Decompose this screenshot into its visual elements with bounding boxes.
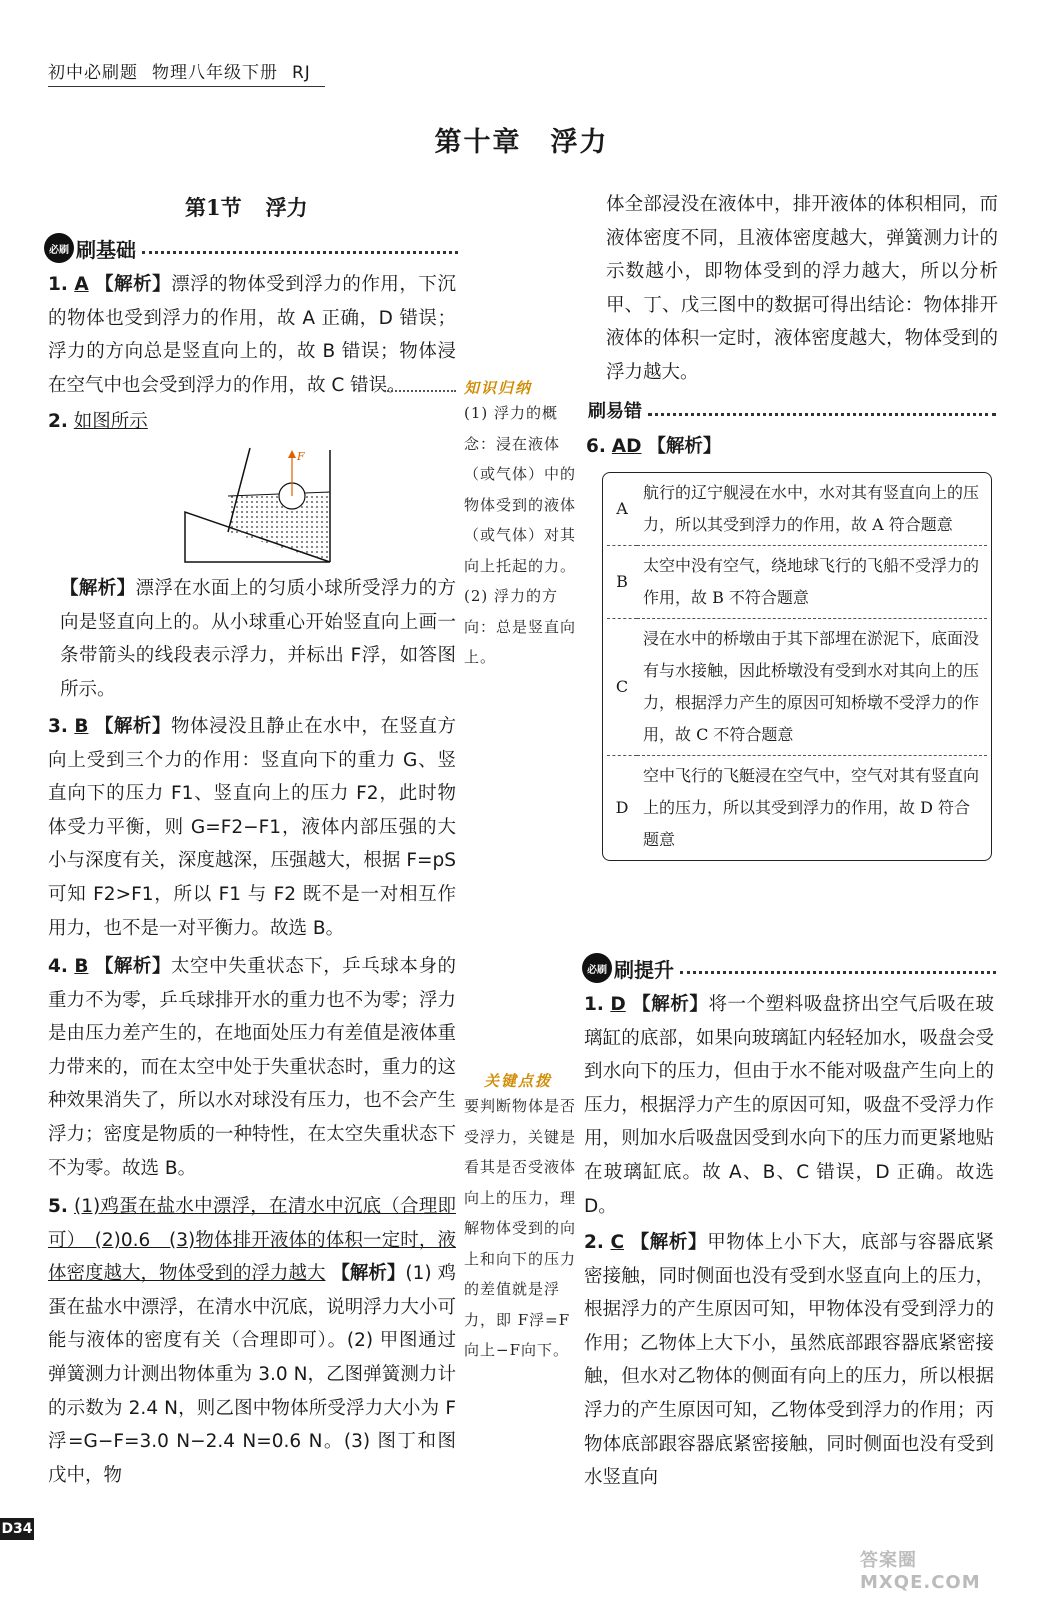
q5-number: 5.	[48, 1196, 68, 1217]
note-key-text: 要判断物体是否受浮力，关键是看其是否受液体向上的压力，理解物体受到的向上和向下的压力的差值就是浮力，即 F浮=F向上−F向下。	[464, 1097, 577, 1359]
option-row	[607, 756, 987, 861]
tag-error-label: 刷易错	[588, 401, 642, 422]
option-text: 浸在水中的桥墩由于其下部埋在淤泥下，底面没有与水接触，因此桥墩没有受到水对其向上的压力，根据浮力产生的原因可知桥墩不受浮力的作用，故 C 不符合题意	[637, 619, 987, 756]
option-row	[607, 619, 987, 756]
q3-answer: B	[74, 716, 89, 737]
q4	[48, 950, 456, 1185]
option-key: C	[607, 619, 637, 756]
p1	[584, 988, 994, 1223]
note-knowledge-text: (1) 浮力的概念：浸在液体（或气体）中的物体受到的液体（或气体）对其向上托起的力。(2) 浮力的方向：总是竖直向上。	[464, 404, 577, 666]
p1-number: 1.	[584, 994, 604, 1015]
q2-number: 2.	[48, 411, 68, 432]
section-number: 第1节	[185, 195, 242, 220]
note-key	[464, 1070, 580, 1366]
q5-answer: (1)鸡蛋在盐水中漂浮，在清水中沉底（合理即可） (2)0.6 (3)物体排开液体的体积一定时，液体密度越大，物体受到的浮力越大	[48, 1196, 456, 1285]
watermark: 答案圈 MXQE.COM	[860, 1550, 981, 1593]
badge-icon: 必刷	[44, 233, 74, 263]
q2-head	[48, 405, 248, 439]
option-key: D	[607, 756, 637, 861]
q4-number: 4.	[48, 956, 68, 977]
q6-number: 6.	[586, 436, 606, 457]
p2-answer: C	[610, 1232, 625, 1253]
badge-icon: 必刷	[582, 953, 612, 983]
dotted-divider	[142, 251, 458, 254]
q4-answer: B	[74, 956, 89, 977]
subject-name: 物理八年级下册	[152, 63, 278, 83]
option-row	[607, 473, 987, 546]
q3-label: 【解析】	[94, 716, 171, 737]
dotted-divider	[680, 971, 996, 974]
page-number: D34	[0, 1518, 34, 1540]
p2-text: 甲物体上小下大，底部与容器底紧密接触，同时侧面也没有受到水竖直向上的压力，根据浮力的产生原因可知，甲物体没有受到浮力的作用；乙物体上大下小，虽然底部跟容器底紧密接触，但水对乙物体的侧面有向上的压力，所以根据浮力的产生原因可知，乙物体受到浮力的作用；丙物体底部跟容器底紧密接触，同时侧面也没有受到水竖直向	[584, 1232, 994, 1489]
q1-answer: A	[74, 274, 89, 295]
tag-basic-label: 刷基础	[76, 237, 136, 262]
note-key-title: 关键点拨	[484, 1072, 553, 1090]
q2-label: 【解析】	[60, 578, 136, 599]
p1-text: 将一个塑料吸盘挤出空气后吸在玻璃缸的底部，如果向玻璃缸内轻轻加水，吸盘会受到水向下的压力，但由于水不能对吸盘产生向上的压力，根据浮力产生的原因可知，吸盘不受浮力作用，则加水后吸盘因受到水向下的压力而更紧地贴在玻璃缸底。故 A、B、C 错误，D 正确。故选 D。	[584, 994, 994, 1217]
section-name: 浮力	[265, 195, 308, 220]
q6-label: 【解析】	[647, 436, 722, 457]
q1-text: 漂浮的物体受到浮力的作用，下沉的物体也受到浮力的作用，故 A 正确，D 错误；浮力的方向总是竖直向上的，故 B 错误；物体浸在空气中也会受到浮力的作用，故 C 错误。	[48, 274, 456, 396]
q2-explanation	[60, 572, 456, 706]
q1-label: 【解析】	[95, 274, 172, 295]
note-knowledge-title: 知识归纳	[464, 379, 533, 397]
edition: RJ	[292, 63, 311, 83]
note-leader	[384, 390, 456, 392]
q5-label: 【解析】	[331, 1263, 406, 1285]
q1-number: 1.	[48, 274, 68, 295]
option-text: 太空中没有空气，绕地球飞行的飞船不受浮力的作用，故 B 不符合题意	[637, 546, 987, 619]
q3-number: 3.	[48, 716, 68, 737]
q6-head	[586, 430, 886, 464]
options-table	[607, 473, 987, 860]
option-key: B	[607, 546, 637, 619]
q4-text: 太空中失重状态下，乒乓球本身的重力不为零，乒乓球排开水的重力也不为零；浮力是由压力差产生的，在地面处压力有差值是液体重力带来的，而在太空中处于失重状态时，重力的这种效果消失了，所以水对球没有压力，也不会产生浮力；密度是物质的一种特性，在太空失重状态下不为零。故选 B。	[48, 956, 456, 1179]
q6-options-table	[602, 472, 992, 861]
q5-continued: 体全部浸没在液体中，排开液体的体积相同，而液体密度不同，且液体密度越大，弹簧测力计的示数越小，即物体受到的浮力越大，所以分析甲、丁、戊三图中的数据可得出结论：物体排开液体的体积一定时，液体密度越大，物体受到的浮力越大。	[606, 194, 998, 383]
p2-number: 2.	[584, 1232, 604, 1253]
q5-text: (1) 鸡蛋在盐水中漂浮，在清水中沉底，说明浮力大小可能与液体的密度有关（合理即可）。(2) 甲图通过弹簧测力计测出物体重为 3.0 N，乙图弹簧测力计的示数为 2.4 N，则乙图中物体所受浮力大小为 F浮=G−F=3.0 N−2.4 N=0.6 N。(3) 图丁和图戊中，物	[48, 1263, 457, 1486]
tag-advance	[582, 954, 996, 982]
tag-basic	[44, 234, 458, 262]
q2-answer: 如图所示	[73, 411, 148, 432]
p1-answer: D	[610, 994, 626, 1015]
p1-label: 【解析】	[632, 994, 709, 1015]
force-label: F	[297, 450, 305, 463]
option-key: A	[616, 499, 628, 518]
buoyancy-figure	[180, 440, 340, 570]
q2-text: 漂浮在水面上的匀质小球所受浮力的方向是竖直向上的。从小球重心开始竖直向上画一条带箭头的线段表示浮力，并标出 F浮，如答图所示。	[60, 578, 456, 700]
running-header	[48, 58, 325, 87]
q3	[48, 710, 456, 945]
chapter-title: 第十章 浮力	[434, 127, 609, 158]
q5	[48, 1190, 456, 1492]
book-name: 初中必刷题	[48, 63, 138, 83]
p2-label: 【解析】	[630, 1232, 708, 1253]
tag-advance-label: 刷提升	[614, 957, 674, 982]
q3-text: 物体浸没且静止在水中，在竖直方向上受到三个力的作用：竖直向下的重力 G、竖直向下的压力 F1、竖直向上的压力 F2，此时物体受力平衡，则 G=F2−F1，液体内部压强的大小与深度有关，深度越深，压强越大，根据 F=pS 可知 F2>F1，所以 F1 与 F2 既不是一对相互作用力，也不是一对平衡力。故选 B。	[48, 716, 456, 939]
option-row	[607, 546, 987, 619]
q4-label: 【解析】	[94, 956, 171, 977]
dotted-divider	[648, 413, 996, 416]
option-text: 空中飞行的飞艇浸在空气中，空气对其有竖直向上的压力，所以其受到浮力的作用，故 D 符合题意	[637, 756, 987, 861]
tag-error	[586, 396, 996, 424]
q1	[48, 268, 456, 402]
option-text: 航行的辽宁舰浸在水中，水对其有竖直向上的压力，所以其受到浮力的作用，故 A 符合题意	[643, 483, 980, 534]
section-title	[185, 192, 308, 222]
q6-answer: AD	[611, 436, 642, 457]
p2	[584, 1226, 994, 1495]
note-knowledge	[464, 377, 584, 673]
